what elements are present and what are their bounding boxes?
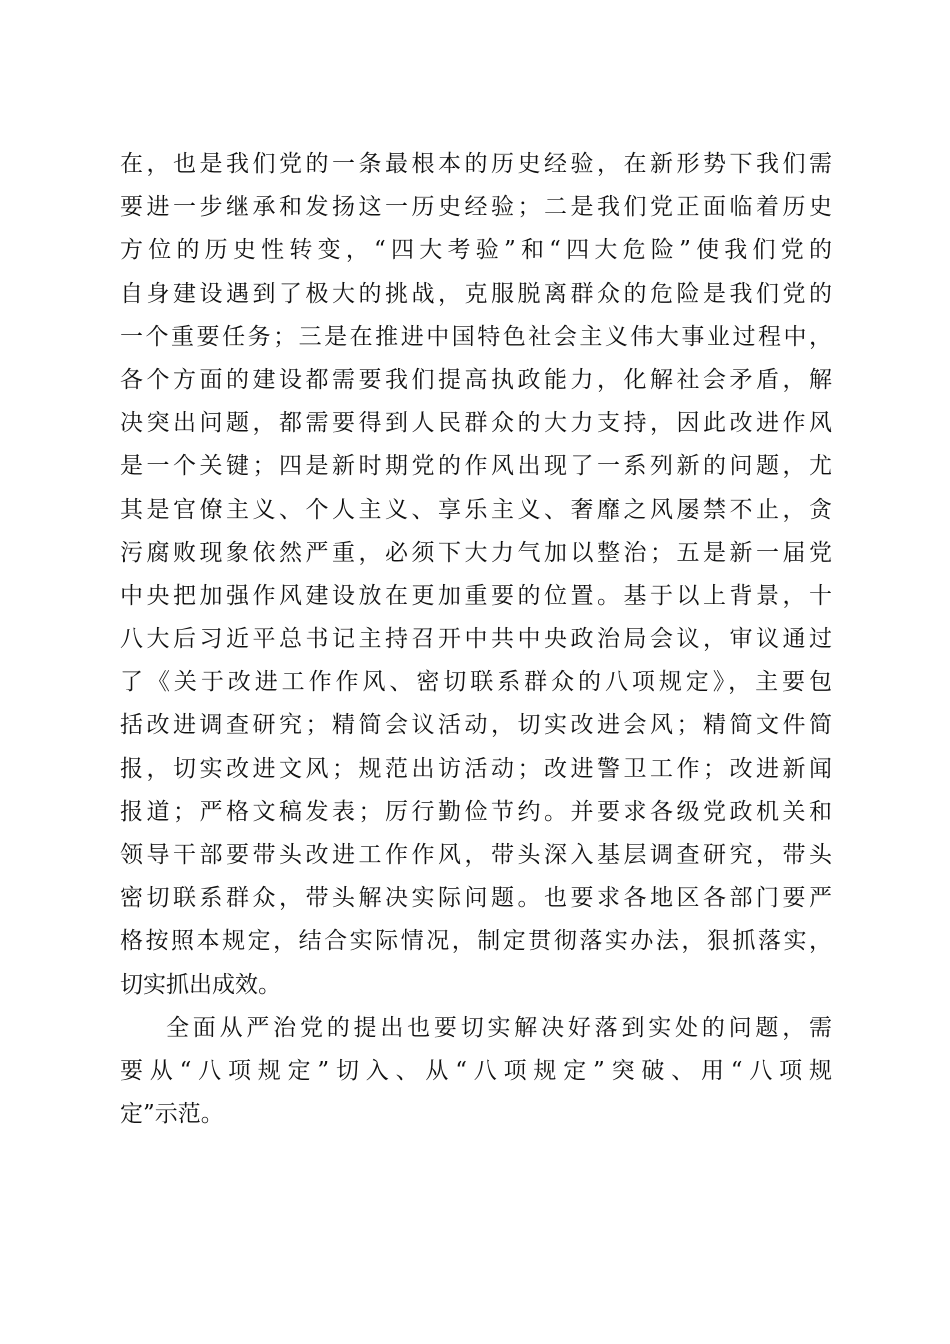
text-line: 领导干部要带头改进工作作风，带头深入基层调查研究，带头 (120, 842, 832, 868)
paragraph-2 (120, 1007, 832, 1137)
text-line: 八大后习近平总书记主持召开中共中央政治局会议，审议通过 (120, 626, 832, 653)
text-line: 其是官僚主义、个人主义、享乐主义、奢靡之风屡禁不止，贪 (120, 496, 832, 523)
text-line: 密切联系群众，带头解决实际问题。也要求各地区各部门要严 (120, 885, 832, 912)
text-line: 中央把加强作风建设放在更加重要的位置。基于以上背景，十 (120, 582, 832, 609)
text-line: 切实抓出成效。 (120, 971, 281, 998)
text-line: 在，也是我们党的一条最根本的历史经验，在新形势下我们需 (120, 151, 832, 177)
text-line: 自身建设遇到了极大的挑战，克服脱离群众的危险是我们党的 (120, 280, 832, 307)
text-line: 各个方面的建设都需要我们提高执政能力，化解社会矛盾，解 (120, 366, 832, 393)
text-line: 要进一步继承和发扬这一历史经验；二是我们党正面临着历史 (120, 194, 832, 221)
text-line: 全面从严治党的提出也要切实解决好落到实处的问题，需 (166, 1014, 832, 1041)
text-line: 定”示范。 (120, 1101, 224, 1128)
text-line: 了《关于改进工作作风、密切联系群众的八项规定》，主要包 (120, 669, 832, 696)
text-line: 污腐败现象依然严重，必须下大力气加以整治；五是新一届党 (120, 539, 832, 566)
text-line: 决突出问题，都需要得到人民群众的大力支持，因此改进作风 (120, 410, 832, 437)
text-line: 方位的历史性转变，“四大考验”和“四大危险”使我们党的 (120, 237, 832, 264)
paragraph-1 (120, 143, 832, 1007)
text-line: 一个重要任务；三是在推进中国特色社会主义伟大事业过程中， (120, 323, 832, 350)
text-line: 是一个关键；四是新时期党的作风出现了一系列新的问题，尤 (120, 453, 832, 480)
text-line: 报，切实改进文风；规范出访活动；改进警卫工作；改进新闻 (120, 755, 832, 782)
text-line: 括改进调查研究；精简会议活动，切实改进会风；精简文件简 (120, 712, 832, 739)
text-line: 要从“八项规定”切入、从“八项规定”突破、用“八项规 (120, 1057, 832, 1084)
text-line: 格按照本规定，结合实际情况，制定贯彻落实办法，狠抓落实， (120, 928, 832, 955)
document-body (120, 143, 832, 1136)
text-line: 报道；严格文稿发表；厉行勤俭节约。并要求各级党政机关和 (120, 798, 832, 825)
